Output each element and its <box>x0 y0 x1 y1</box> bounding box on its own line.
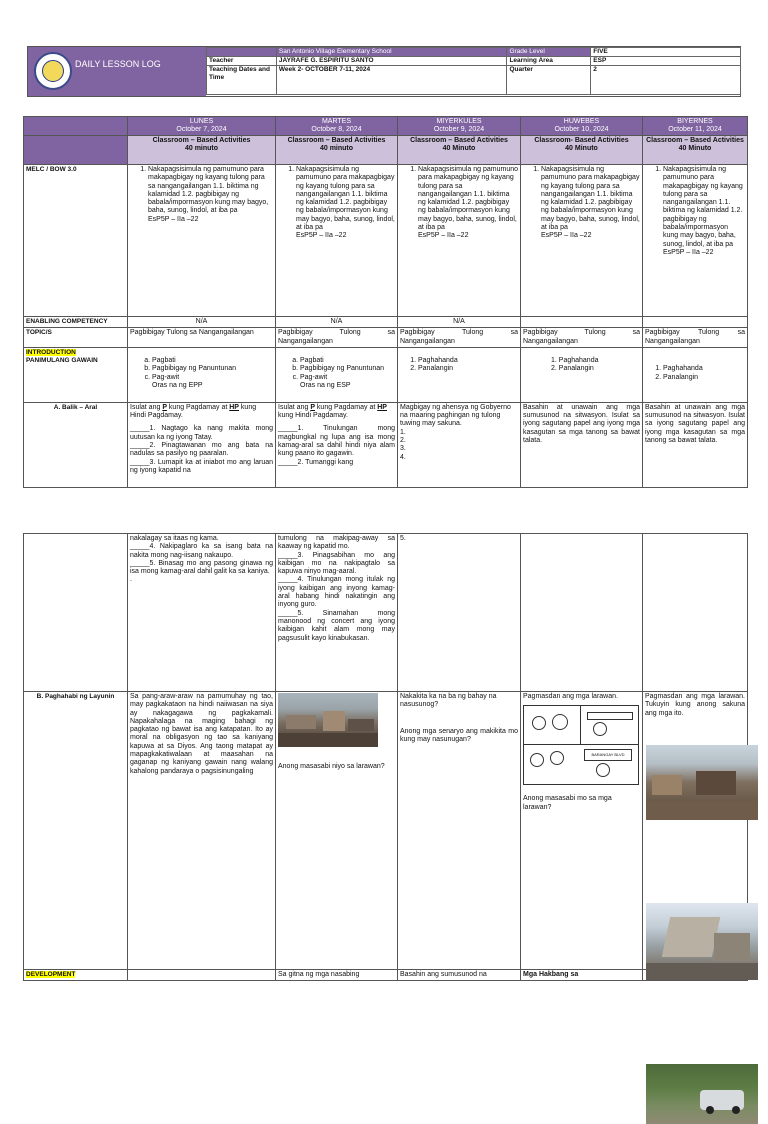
typhoon-damage-image <box>646 745 758 820</box>
enabling-lunes: N/A <box>128 317 276 328</box>
paghahabi-huwebes: Pagmasdan ang mga larawan. BARANGAY BLVD Anong masasabi mo sa mga larawan? <box>521 692 643 970</box>
area-label: Learning Area <box>507 57 591 66</box>
topics-row <box>24 328 748 348</box>
paghahabi-miyerkules: Nakakita ka na ba ng bahay na nasusunog? Anong mga senaryo ang makikita mo kung may nasunugan? <box>398 692 521 970</box>
balik-biyernes: Basahin at unawain ang mga sumusunod na sitwasyon. Isulat sa iyong sagutang papel ang iyong mga kasagutan sa mga tanong sa bawat talata. <box>643 402 748 487</box>
development-label: DEVELOPMENT <box>24 970 128 981</box>
comic-illustration-image <box>523 705 639 785</box>
intro-highlight: INTRODUCTION <box>26 348 76 356</box>
panimula-miyerkules: 1. Paghahanda 2. Panalangin <box>398 347 521 402</box>
mode-row <box>24 136 748 165</box>
panimula-martes: a. Pagbati b. Pagbibigay ng Panuntunan c. Pag-awit Oras na ng ESP <box>276 347 398 402</box>
day-miyerkules: MIYERKULES October 9, 2024 <box>398 117 521 136</box>
paghahabi-martes: Anong masasabi niyo sa larawan? <box>276 692 398 970</box>
balik-label: A. Balik – Aral <box>24 402 128 487</box>
balik-cont-lunes: nakalagay sa itaas ng kama. _____4. Nakipaglaro ka sa isang bata na nakita mong nag-iisang nakaupo. _____5. Binasag mo ang pasong ginawa ng isa mong kamag-aral dahil galit ka sa kaniya. . <box>128 534 276 692</box>
header-info-table <box>206 47 741 95</box>
school-name: San Antonio Village Elementary School <box>276 48 507 57</box>
panimula-biyernes: 1. Paghahanda 2. Panalangin <box>643 347 748 402</box>
enabling-row <box>24 317 748 328</box>
day-header-row <box>24 117 748 136</box>
mode-lunes: Classroom – Based Activities 40 minuto <box>128 136 276 165</box>
teacher-label: Teacher <box>207 57 277 66</box>
enabling-huwebes <box>521 317 643 328</box>
quarter-label: Quarter <box>507 66 591 95</box>
melc-row <box>24 165 748 317</box>
paghahabi-label: B. Paghahabi ng Layunin <box>24 692 128 970</box>
lesson-log-header <box>27 46 741 97</box>
grade-value: FIVE <box>591 48 741 57</box>
enabling-label: ENABLING COMPETENCY <box>24 317 128 328</box>
balik-cont-row <box>24 534 748 692</box>
panimula-huwebes: 1. Paghahanda 2. Panalangin <box>521 347 643 402</box>
balik-martes: Isulat ang P kung Pagdamay at HP kung Hindi Pagdamay. _____1. Tinulungan mong magbungkal ng lupa ang isa mong kamag-aral sa dahil hindi niya alam kung paano ito gagawin. _____2. Tumanggi kang <box>276 402 398 487</box>
balik-cont-martes: tumulong na makipag-away sa kaaway ng kapatid mo. _____3. Pinagsabihan mo ang kaibigan mo na nakipagtalo sa kapuwa ninyo mag-aaral. _____4. Tinulungan mong itulak ng iyong kaibigan ang inyong kamag-aral habang hindi nakatingin ang inyong guro. _____5. Sinamahan mong manonood ng concert ang iyong kaibigan kahit alam mong may pagsusulit kayo kinabukasan. <box>276 534 398 692</box>
area-value: ESP <box>591 57 741 66</box>
earthquake-collapse-image <box>646 903 758 980</box>
panimula-row <box>24 347 748 402</box>
paghahabi-row <box>24 692 748 970</box>
comic-sign: BARANGAY BLVD <box>584 749 632 761</box>
mode-miyerkules: Classroom – Based Activities 40 Minuto <box>398 136 521 165</box>
melc-lunes: 1. Nakapagsisimula ng pamumuno para makapagbigay ng kayang tulong para sa nangangailangan 1.1. biktima ng kalamidad 1.2. pagbibigay ng babala/impormasyon kung may bagyo, baha, sunog, lindol, at iba pa EsP5P – IIa –22 <box>128 165 276 317</box>
melc-huwebes: 1. Nakapagsisimula ng pamumuno para makapagbigay ng kayang tulong para sa nangangailangan 1.1. biktima ng kalamidad 1.2. pagbibigay ng babala/impormasyon kung may bagyo, baha, sunog, lindol, at iba pa EsP5P – IIa –22 <box>521 165 643 317</box>
header-logo-cell <box>28 47 206 96</box>
dates-label: Teaching Dates and Time <box>207 66 277 95</box>
enabling-martes: N/A <box>276 317 398 328</box>
dates-value: Week 2- OCTOBER 7-11, 2024 <box>276 66 507 95</box>
log-title: DAILY LESSON LOG <box>75 59 161 69</box>
grade-label: Grade Level <box>507 48 591 57</box>
topic-biyernes: Pagbibigay Tulong sa Nangangailangan <box>643 328 748 348</box>
enabling-biyernes <box>643 317 748 328</box>
topic-miyerkules: Pagbibigay Tulong sa Nangangailangan <box>398 328 521 348</box>
melc-biyernes: 1. Nakapagsisimula ng pamumuno para makapagbigay ng kayang tulong para sa nangangailangan 1.1. biktima ng kalamidad 1.2. pagbibigay ng babala/impormasyon kung may bagyo, baha, sunog, lindol, at iba pa EsP5P – IIa –22 <box>643 165 748 317</box>
paghahabi-biyernes: Pagmasdan ang mga larawan. Tukuyin kung anong sakuna ang mga ito. <box>643 692 748 970</box>
mode-martes: Classroom – Based Activities 40 minuto <box>276 136 398 165</box>
balik-row <box>24 402 748 487</box>
lesson-table-page2 <box>23 533 748 981</box>
enabling-miyerkules: N/A <box>398 317 521 328</box>
melc-miyerkules: 1. Nakapagsisimula ng pamumuno para makapagbigay ng kayang tulong para sa nangangailangan 1.1. biktima ng kalamidad 1.2. pagbibigay ng babala/impormasyon kung may bagyo, baha, sunog, lindol, at iba pa EsP5P – IIa –22 <box>398 165 521 317</box>
panimula-lunes: a. Pagbati b. Pagbibigay ng Panuntunan c. Pag-awit Oras na ng EPP <box>128 347 276 402</box>
mode-huwebes: Classroom- Based Activities 40 Minuto <box>521 136 643 165</box>
balik-lunes: Isulat ang P kung Pagdamay at HP kung Hindi Pagdamay. _____1. Nagtago ka nang makita mong uutusan ka ng iyong Tatay. _____2. Pinagtawanan mo ang bata na nadulas sa pasilyo ng paaralan. _____3. Lumapit ka at iniabot mo ang laruan ng iyong kapatid na <box>128 402 276 487</box>
day-lunes: LUNES October 7, 2024 <box>128 117 276 136</box>
quarter-value: 2 <box>591 66 741 95</box>
flood-car-image <box>646 1064 758 1124</box>
balik-huwebes: Basahin at unawain ang mga sumusunod na sitwasyon. Isulat sa iyong sagutang papel ang iyong mga kasagutan sa mga tanong sa bawat talata. <box>521 402 643 487</box>
panimula-label: INTRODUCTION PANIMULANG GAWAIN <box>24 347 128 402</box>
development-huwebes: Mga Hakbang sa <box>521 970 643 981</box>
melc-label: MELC / BOW 3.0 <box>24 165 128 317</box>
topics-label: TOPIC/S <box>24 328 128 348</box>
balik-miyerkules: Magbigay ng ahensya ng Gobyerno na maaring paghingan ng tulong tuwing may sakuna. 1. 2. 3. 4. <box>398 402 521 487</box>
teacher-name: JAYRAFE G. ESPIRITU SANTO <box>276 57 507 66</box>
melc-martes: 1. Nakapagsisimula ng pamumuno para makapagbigay ng kayang tulong para sa nangangailangan 1.1. biktima ng kalamidad 1.2. pagbibigay ng babala/impormasyon kung may bagyo, baha, sunog, lindol, at iba pa EsP5P – IIa –22 <box>276 165 398 317</box>
topic-martes: Pagbibigay Tulong sa Nangangailangan <box>276 328 398 348</box>
lesson-table-page1 <box>23 116 748 488</box>
development-miyerkules: Basahin ang sumusunod na <box>398 970 521 981</box>
topic-huwebes: Pagbibigay Tulong sa Nangangailangan <box>521 328 643 348</box>
deped-seal-icon <box>34 52 72 90</box>
disaster-rubble-image <box>278 693 378 747</box>
balik-cont-miyerkules: 5. <box>398 534 521 692</box>
day-biyernes: BIYERNES October 11, 2024 <box>643 117 748 136</box>
paghahabi-lunes: Sa pang-araw-araw na pamumuhay ng tao, may pagkakataon na hindi naiiwasan na siya ay nakagagawa ng pagkakamali. Napakahalaga na maging bahagi ng pagkatao ng bawat isa ang katapatan. Ito ay moral na obligasyon ng tao sa kaniyang kapuwa at sa Diyos. Ang taong matapat ay mapagkakatiwalaan at maasahan na gaganap ng kaniyang gawain nang walang kahalong pandaraya o pagsisinungaling <box>128 692 276 970</box>
development-row <box>24 970 748 981</box>
day-huwebes: HUWEBES October 10, 2024 <box>521 117 643 136</box>
mode-biyernes: Classroom – Based Activities 40 Minuto <box>643 136 748 165</box>
development-martes: Sa gitna ng mga nasabing <box>276 970 398 981</box>
topic-lunes: Pagbibigay Tulong sa Nangangailangan <box>128 328 276 348</box>
day-martes: MARTES October 8, 2024 <box>276 117 398 136</box>
